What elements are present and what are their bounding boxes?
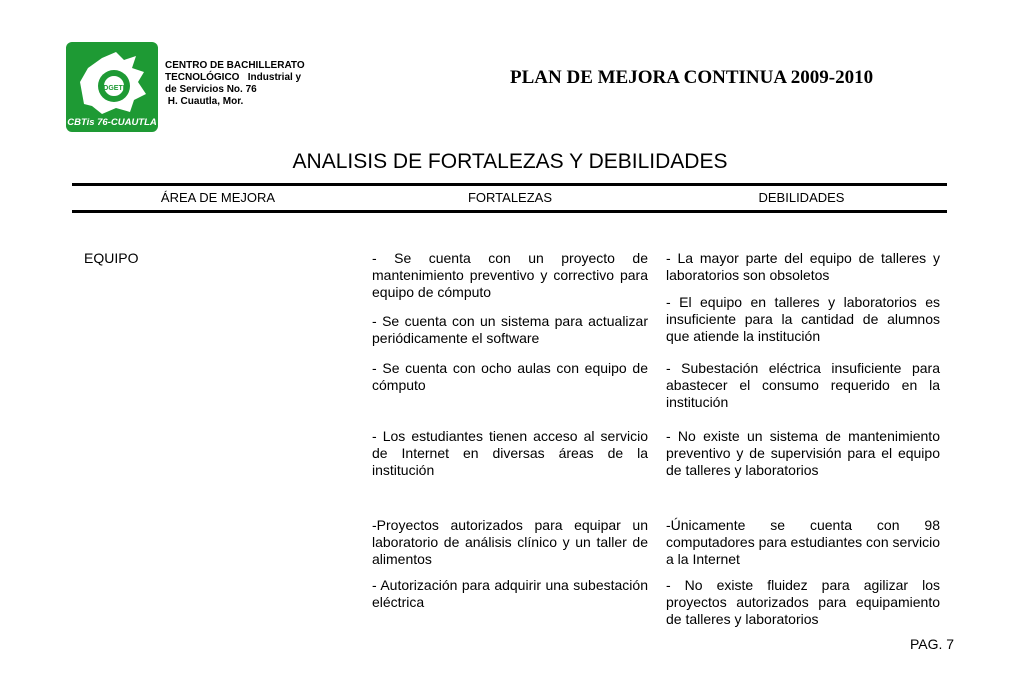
fortaleza-item: - Se cuenta con ocho aulas con equipo de cómputo (372, 360, 648, 393)
fortaleza-item: - Se cuenta con un proyecto de mantenimiento preventivo y correctivo para equipo de cómputo (372, 250, 648, 300)
institution-line: TECNOLÓGICO Industrial y (165, 72, 302, 83)
column-header-area: ÁREA DE MEJORA (160, 190, 276, 205)
fortaleza-item: - Los estudiantes tienen acceso al servicio de Internet en diversas áreas de la institución (372, 428, 648, 478)
institution-line: de Servicios No. 76 (165, 84, 257, 95)
logo-text: CBTis 76-CUAUTLA (67, 117, 157, 128)
column-headers (72, 190, 947, 208)
page-number: PAG. 7 (910, 636, 955, 652)
debilidad-item: - La mayor parte del equipo de talleres y laboratorios son obsoletos (666, 250, 940, 283)
debilidad-item: - El equipo en talleres y laboratorios es insuficiente para la cantidad de alumnos que atiende la institución (666, 294, 940, 344)
area-label: EQUIPO (84, 250, 139, 266)
fortaleza-item: - Autorización para adquirir una subestación eléctrica (372, 577, 648, 610)
plan-title: PLAN DE MEJORA CONTINUA 2009-2010 (510, 67, 874, 88)
debilidad-item: - Subestación eléctrica insuficiente para abastecer el consumo requerido en la institución (666, 360, 940, 410)
school-logo (66, 42, 158, 132)
column-header-fortalezas: FORTALEZAS (467, 190, 553, 205)
fortaleza-item: - Se cuenta con un sistema para actualizar periódicamente el software (372, 313, 648, 346)
header-rule-bottom (72, 210, 947, 213)
logo-emblem-text: DGETI (103, 85, 125, 92)
institution-name (165, 60, 305, 108)
header-rule-top (72, 183, 947, 186)
debilidad-item: - No existe un sistema de mantenimiento preventivo y de supervisión para el equipo de talleres y laboratorios (666, 428, 940, 478)
page-title: ANALISIS DE FORTALEZAS Y DEBILIDADES (292, 150, 728, 173)
column-header-debilidades: DEBILIDADES (758, 190, 845, 205)
debilidad-item: - No existe fluidez para agilizar los proyectos autorizados para equipamiento de talleres y laboratorios (666, 577, 940, 627)
institution-line: CENTRO DE BACHILLERATO (165, 60, 305, 71)
institution-line: H. Cuautla, Mor. (165, 96, 244, 107)
debilidad-item: -Únicamente se cuenta con 98 computadores para estudiantes con servicio a la Internet (666, 517, 940, 567)
fortaleza-item: -Proyectos autorizados para equipar un laboratorio de análisis clínico y un taller de alimentos (372, 517, 648, 567)
